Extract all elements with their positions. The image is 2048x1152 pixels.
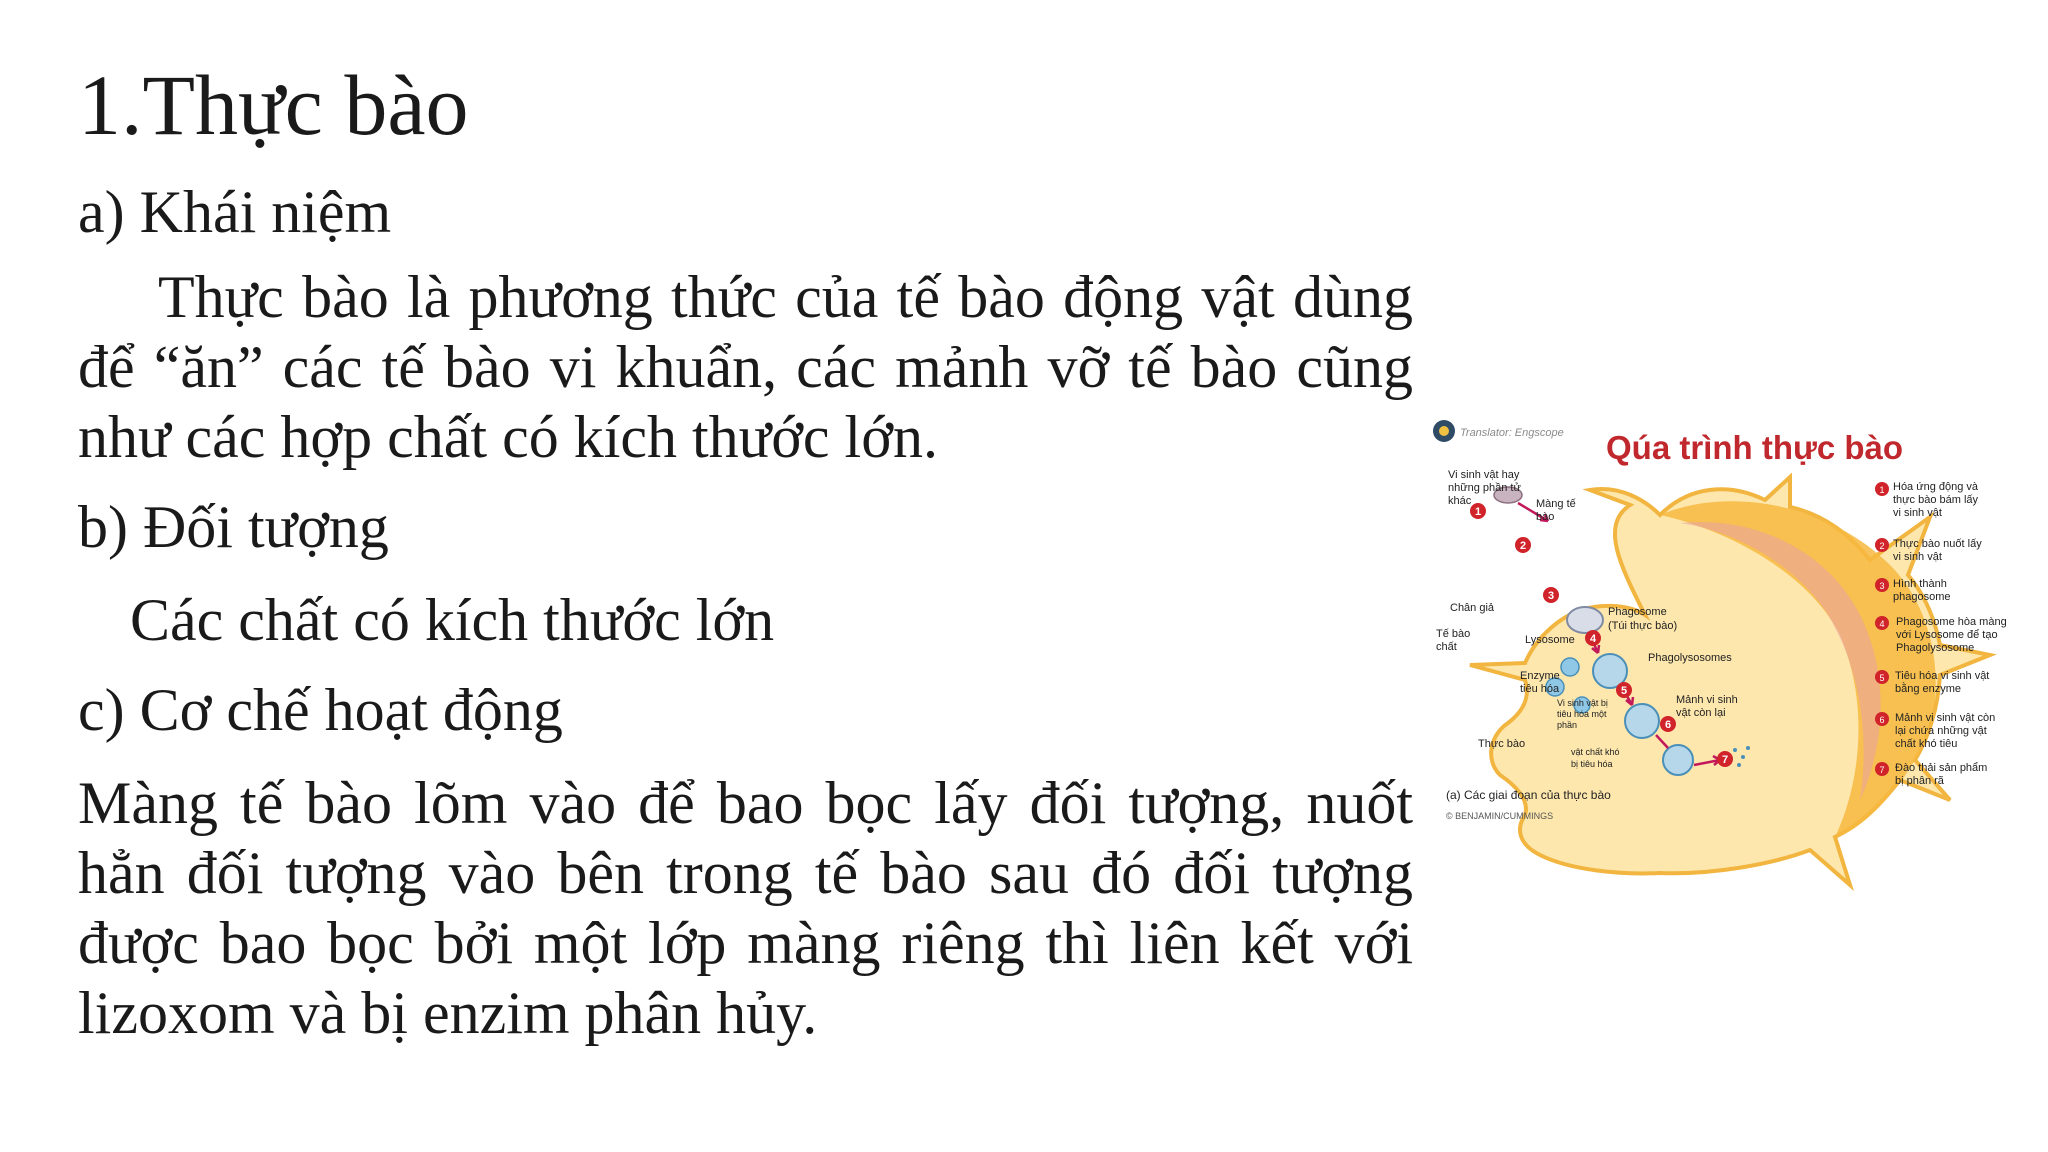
svg-text:khác: khác bbox=[1448, 495, 1472, 507]
svg-text:Thực bào: Thực bào bbox=[1478, 738, 1526, 750]
svg-text:Phagosome: Phagosome bbox=[1608, 606, 1667, 618]
svg-text:6: 6 bbox=[1664, 719, 1672, 731]
svg-text:bị tiêu hóa: bị tiêu hóa bbox=[1571, 759, 1613, 769]
svg-text:3: 3 bbox=[1547, 590, 1555, 602]
svg-text:Tiêu hóa vi sinh vật: Tiêu hóa vi sinh vật bbox=[1895, 670, 1990, 682]
svg-text:vi sinh vật: vi sinh vật bbox=[1893, 551, 1942, 563]
slide-title: 1.Thực bào bbox=[78, 57, 469, 153]
svg-text:5: 5 bbox=[1879, 673, 1885, 683]
svg-text:Vi sinh vật hay: Vi sinh vật hay bbox=[1448, 469, 1520, 481]
concept-paragraph: Thực bào là phương thức của tế bào động vật dùng để “ăn” các tế bào vi khuẩn, các mảnh vỡ tế bào cũng như các hợp chất có kích thước lớn. bbox=[78, 264, 1413, 470]
svg-text:tiêu hóa một: tiêu hóa một bbox=[1557, 709, 1607, 719]
phagosome-shape bbox=[1567, 607, 1603, 633]
svg-text:bào: bào bbox=[1536, 511, 1555, 523]
svg-text:© BENJAMIN/CUMMINGS: © BENJAMIN/CUMMINGS bbox=[1446, 811, 1554, 821]
svg-text:Chân giả: Chân giả bbox=[1450, 602, 1495, 614]
svg-text:Phagolysosome: Phagolysosome bbox=[1896, 642, 1975, 654]
svg-text:chất: chất bbox=[1436, 641, 1457, 653]
svg-text:bị phân rã: bị phân rã bbox=[1895, 775, 1944, 787]
svg-text:thực bào bám lấy: thực bào bám lấy bbox=[1893, 494, 1979, 506]
svg-text:Mảnh vi sinh: Mảnh vi sinh bbox=[1676, 694, 1738, 706]
heading-mechanism: c) Cơ chế hoạt động bbox=[78, 677, 563, 743]
svg-text:vật còn lại: vật còn lại bbox=[1676, 707, 1726, 719]
svg-text:Hóa ứng động và: Hóa ứng động và bbox=[1893, 481, 1979, 493]
svg-text:chất khó tiêu: chất khó tiêu bbox=[1895, 738, 1958, 750]
mechanism-paragraph: Màng tế bào lõm vào để bao bọc lấy đối tượng, nuốt hẳn đối tượng vào bên trong tế bào sau đó đối tượng được bao bọc bởi một lớp màng riêng thì liên kết với lizoxom và bị enzim phân hủy. bbox=[78, 770, 1413, 1046]
svg-text:5: 5 bbox=[1620, 685, 1628, 697]
svg-text:Phagosome hòa màng: Phagosome hòa màng bbox=[1896, 616, 2007, 628]
heading-concept: a) Khái niệm bbox=[78, 179, 392, 245]
svg-text:bằng enzyme: bằng enzyme bbox=[1895, 683, 1962, 695]
svg-text:vật chất khó: vật chất khó bbox=[1571, 747, 1620, 757]
svg-text:1: 1 bbox=[1879, 485, 1885, 495]
svg-text:Phagolysosomes: Phagolysosomes bbox=[1648, 652, 1732, 664]
svg-text:Màng tế: Màng tế bbox=[1536, 498, 1576, 510]
svg-text:tiêu hóa: tiêu hóa bbox=[1520, 683, 1560, 695]
svg-text:2: 2 bbox=[1879, 541, 1885, 551]
svg-text:Lysosome: Lysosome bbox=[1525, 634, 1575, 646]
svg-text:2: 2 bbox=[1519, 540, 1527, 552]
svg-text:4: 4 bbox=[1589, 633, 1597, 645]
phagocytosis-diagram bbox=[1430, 405, 2040, 965]
svg-text:Enzyme: Enzyme bbox=[1520, 670, 1560, 682]
svg-text:những phần tử: những phần tử bbox=[1448, 482, 1521, 494]
figure-title: Qúa trình thực bào bbox=[1606, 429, 1904, 466]
svg-text:1: 1 bbox=[1474, 506, 1482, 518]
svg-text:7: 7 bbox=[1879, 765, 1885, 775]
svg-text:vi sinh vật: vi sinh vật bbox=[1893, 507, 1942, 519]
svg-text:Vi sinh vật bị: Vi sinh vật bị bbox=[1557, 698, 1608, 708]
svg-text:phagosome: phagosome bbox=[1893, 591, 1951, 603]
svg-text:7: 7 bbox=[1721, 754, 1729, 766]
translator-watermark: Translator: Engscope bbox=[1460, 427, 1564, 439]
lysosome-shape bbox=[1561, 658, 1579, 676]
svg-text:(Túi thực bào): (Túi thực bào) bbox=[1608, 620, 1678, 632]
svg-text:Đào thải sản phẩm: Đào thải sản phẩm bbox=[1895, 762, 1988, 774]
svg-text:với Lysosome để tạo: với Lysosome để tạo bbox=[1896, 629, 1998, 641]
svg-text:Mảnh vi sinh vật còn: Mảnh vi sinh vật còn bbox=[1895, 712, 1996, 724]
phagocytosis-figure bbox=[1430, 405, 2040, 965]
svg-text:phần: phần bbox=[1557, 720, 1578, 730]
svg-text:(a) Các giai đoạn của thực bào: (a) Các giai đoạn của thực bào bbox=[1446, 788, 1611, 802]
svg-text:6: 6 bbox=[1879, 715, 1885, 725]
step-1 bbox=[1875, 481, 1979, 519]
svg-text:Hình thành: Hình thành bbox=[1893, 578, 1947, 590]
svg-text:4: 4 bbox=[1879, 619, 1885, 629]
svg-text:lại chứa những vật: lại chứa những vật bbox=[1895, 725, 1987, 737]
svg-text:3: 3 bbox=[1879, 581, 1885, 591]
svg-text:Tế bào: Tế bào bbox=[1436, 628, 1471, 640]
target-text: Các chất có kích thước lớn bbox=[130, 587, 775, 653]
heading-target: b) Đối tượng bbox=[78, 494, 389, 560]
svg-text:Thực bào nuốt lấy: Thực bào nuốt lấy bbox=[1893, 538, 1982, 550]
